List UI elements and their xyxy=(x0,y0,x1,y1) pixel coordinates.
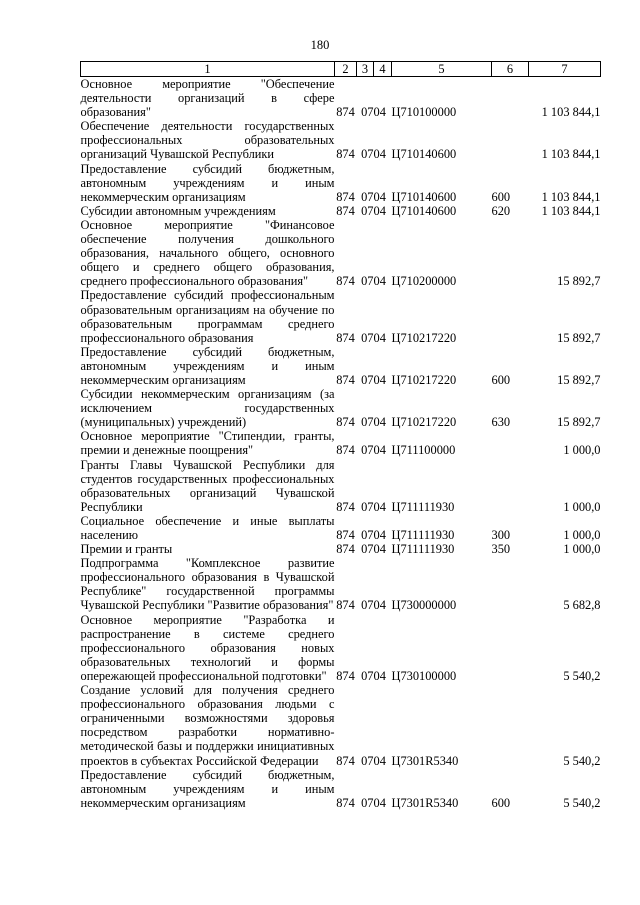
header-col-csr: 5 xyxy=(392,62,492,77)
row-grbs: 874 xyxy=(336,372,355,387)
row-grbs: 874 xyxy=(336,203,355,218)
row-amount: 1 103 844,1 xyxy=(541,105,601,120)
row-grbs: 874 xyxy=(336,499,355,514)
row-csr: Ц710200000 xyxy=(391,274,457,289)
row-name: Премии и гранты xyxy=(80,542,173,557)
row-csr: Ц710217220 xyxy=(391,415,457,430)
row-vr xyxy=(492,429,529,457)
row-amount: 5 540,2 xyxy=(563,795,601,810)
row-amount: 15 892,7 xyxy=(557,372,601,387)
row-grbs: 874 xyxy=(336,330,355,345)
row-grbs: 874 xyxy=(336,598,355,613)
table-row xyxy=(81,768,601,810)
row-name: Основное мероприятие "Финансовое обеспечение получения дошкольного образования, начального общего, основного общего и среднего общего образования, среднего профессионального образования" xyxy=(80,217,335,289)
table-row xyxy=(81,162,601,204)
row-subsection: 04 xyxy=(373,795,386,810)
row-csr: Ц710217220 xyxy=(391,372,457,387)
row-name: Обеспечение деятельности государственных профессиональных образовательных организаций Чувашской Республики xyxy=(80,119,335,162)
row-subsection: 04 xyxy=(373,499,386,514)
row-section: 07 xyxy=(361,542,374,557)
row-amount: 1 103 844,1 xyxy=(541,203,601,218)
row-section: 07 xyxy=(361,147,374,162)
table-row xyxy=(81,77,601,120)
table-row xyxy=(81,514,601,542)
header-col-section: 3 xyxy=(357,62,374,77)
header-col-vr: 6 xyxy=(492,62,529,77)
row-amount: 5 540,2 xyxy=(563,668,601,683)
row-section: 07 xyxy=(361,528,374,542)
row-csr: Ц7301R5340 xyxy=(391,795,459,810)
table-row xyxy=(81,119,601,161)
table-row xyxy=(81,683,601,768)
row-subsection: 04 xyxy=(373,372,386,387)
row-subsection: 04 xyxy=(373,147,386,162)
row-subsection: 04 xyxy=(373,330,386,345)
row-csr: Ц710140600 xyxy=(391,189,457,204)
row-amount: 15 892,7 xyxy=(557,330,601,345)
table-row xyxy=(81,542,601,556)
table-body xyxy=(81,77,601,810)
header-col-subsection: 4 xyxy=(374,62,392,77)
row-vr: 350 xyxy=(491,542,511,557)
row-grbs: 874 xyxy=(336,753,355,768)
row-name: Подпрограмма "Комплексное развитие профессионального образования в Чувашской Республике" государственной программы Чувашской Республики "Развитие образования" xyxy=(80,556,335,613)
row-amount: 1 000,0 xyxy=(563,499,601,514)
row-vr xyxy=(492,683,529,768)
table-row xyxy=(81,429,601,457)
row-grbs: 874 xyxy=(336,147,355,162)
row-name: Основное мероприятие "Разработка и распространение в системе среднего профессионального образования новых образовательных технологий и формы опережающей профессиональной подготовки" xyxy=(80,612,335,683)
row-grbs: 874 xyxy=(336,415,355,430)
row-subsection: 04 xyxy=(373,598,386,613)
row-amount: 15 892,7 xyxy=(557,415,601,430)
row-subsection: 04 xyxy=(373,753,386,768)
row-grbs: 874 xyxy=(336,443,355,458)
row-vr: 600 xyxy=(491,189,511,204)
row-csr: Ц730000000 xyxy=(391,598,457,613)
row-name: Предоставление субсидий профессиональным образовательным организациям на обучение по образовательным программам среднего профессионального образования xyxy=(80,288,335,345)
header-row xyxy=(81,62,601,77)
row-amount: 1 103 844,1 xyxy=(541,147,601,162)
row-amount: 1 000,0 xyxy=(563,542,601,557)
table-row xyxy=(81,556,601,612)
row-vr xyxy=(492,613,529,683)
table-row xyxy=(81,613,601,683)
row-csr: Ц711111930 xyxy=(391,542,455,557)
row-csr: Ц710100000 xyxy=(391,105,457,120)
row-section: 07 xyxy=(361,372,374,387)
row-csr: Ц730100000 xyxy=(391,668,457,683)
row-amount: 1 000,0 xyxy=(563,528,601,542)
row-section: 07 xyxy=(361,203,374,218)
row-amount: 5 682,8 xyxy=(563,598,601,613)
row-section: 07 xyxy=(361,105,374,120)
row-vr: 600 xyxy=(491,795,511,810)
row-section: 07 xyxy=(361,415,374,430)
row-name: Предоставление субсидий бюджетным, автономным учреждениям и иным некоммерческим организациям xyxy=(80,767,335,810)
row-subsection: 04 xyxy=(373,443,386,458)
row-subsection: 04 xyxy=(373,105,386,120)
row-subsection: 04 xyxy=(373,542,386,557)
row-grbs: 874 xyxy=(336,189,355,204)
page-number: 180 xyxy=(310,38,330,52)
row-section: 07 xyxy=(361,598,374,613)
row-grbs: 874 xyxy=(336,542,355,557)
row-subsection: 04 xyxy=(373,668,386,683)
row-vr: 300 xyxy=(491,528,511,542)
table-header xyxy=(81,62,601,77)
row-vr xyxy=(492,77,529,120)
row-section: 07 xyxy=(361,668,374,683)
row-grbs: 874 xyxy=(336,528,355,542)
header-col-grbs: 2 xyxy=(335,62,357,77)
row-name: Основное мероприятие "Стипендии, гранты, премии и денежные поощрения" xyxy=(80,429,335,458)
table-row xyxy=(81,218,601,288)
row-amount: 5 540,2 xyxy=(563,753,601,768)
row-name: Предоставление субсидий бюджетным, автономным учреждениям и иным некоммерческим организациям xyxy=(80,161,335,204)
row-name: Субсидии некоммерческим организациям (за исключением государственных (муниципальных) учреждений) xyxy=(80,387,335,430)
row-vr: 630 xyxy=(491,415,511,430)
row-csr: Ц711111930 xyxy=(391,528,455,542)
row-section: 07 xyxy=(361,753,374,768)
row-section: 07 xyxy=(361,330,374,345)
row-csr: Ц7301R5340 xyxy=(391,753,459,768)
row-subsection: 04 xyxy=(373,203,386,218)
budget-table xyxy=(80,61,601,810)
row-name: Гранты Главы Чувашской Республики для студентов государственных профессиональных образовательных организаций Чувашской Республики xyxy=(80,457,335,514)
row-name: Основное мероприятие "Обеспечение деятельности организаций в сфере образования" xyxy=(80,77,335,120)
row-vr xyxy=(492,458,529,514)
row-amount: 1 103 844,1 xyxy=(541,189,601,204)
row-section: 07 xyxy=(361,189,374,204)
row-vr xyxy=(492,556,529,612)
row-section: 07 xyxy=(361,795,374,810)
table-row xyxy=(81,458,601,514)
header-col-amount: 7 xyxy=(529,62,601,77)
row-name: Субсидии автономным учреждениям xyxy=(80,203,276,218)
row-subsection: 04 xyxy=(373,528,386,542)
row-section: 07 xyxy=(361,499,374,514)
row-section: 07 xyxy=(361,443,374,458)
row-subsection: 04 xyxy=(373,189,386,204)
row-vr xyxy=(492,218,529,288)
row-name: Социальное обеспечение и иные выплаты населению xyxy=(80,513,335,542)
table-row xyxy=(81,345,601,387)
row-amount: 1 000,0 xyxy=(563,443,601,458)
row-name: Создание условий для получения среднего профессионального образования людьми с ограниченными возможностями здоровья посредством разработки нормативно-методической базы и поддержки инициативных проектов в субъектах Российской Федерации xyxy=(80,683,335,768)
row-vr: 600 xyxy=(491,372,511,387)
table-row xyxy=(81,387,601,429)
row-grbs: 874 xyxy=(336,105,355,120)
row-csr: Ц710140600 xyxy=(391,147,457,162)
row-subsection: 04 xyxy=(373,415,386,430)
row-amount: 15 892,7 xyxy=(557,274,601,289)
row-name: Предоставление субсидий бюджетным, автономным учреждениям и иным некоммерческим организациям xyxy=(80,344,335,387)
row-grbs: 874 xyxy=(336,668,355,683)
table-row xyxy=(81,288,601,344)
row-grbs: 874 xyxy=(336,795,355,810)
row-vr xyxy=(492,288,529,344)
header-col-name: 1 xyxy=(81,62,335,77)
row-csr: Ц710217220 xyxy=(391,330,457,345)
row-csr: Ц710140600 xyxy=(391,203,457,218)
row-csr: Ц711100000 xyxy=(391,443,456,458)
row-csr: Ц711111930 xyxy=(391,499,455,514)
table-row xyxy=(81,204,601,218)
row-section: 07 xyxy=(361,274,374,289)
row-subsection: 04 xyxy=(373,274,386,289)
row-vr xyxy=(492,119,529,161)
row-vr: 620 xyxy=(491,203,511,218)
row-grbs: 874 xyxy=(336,274,355,289)
